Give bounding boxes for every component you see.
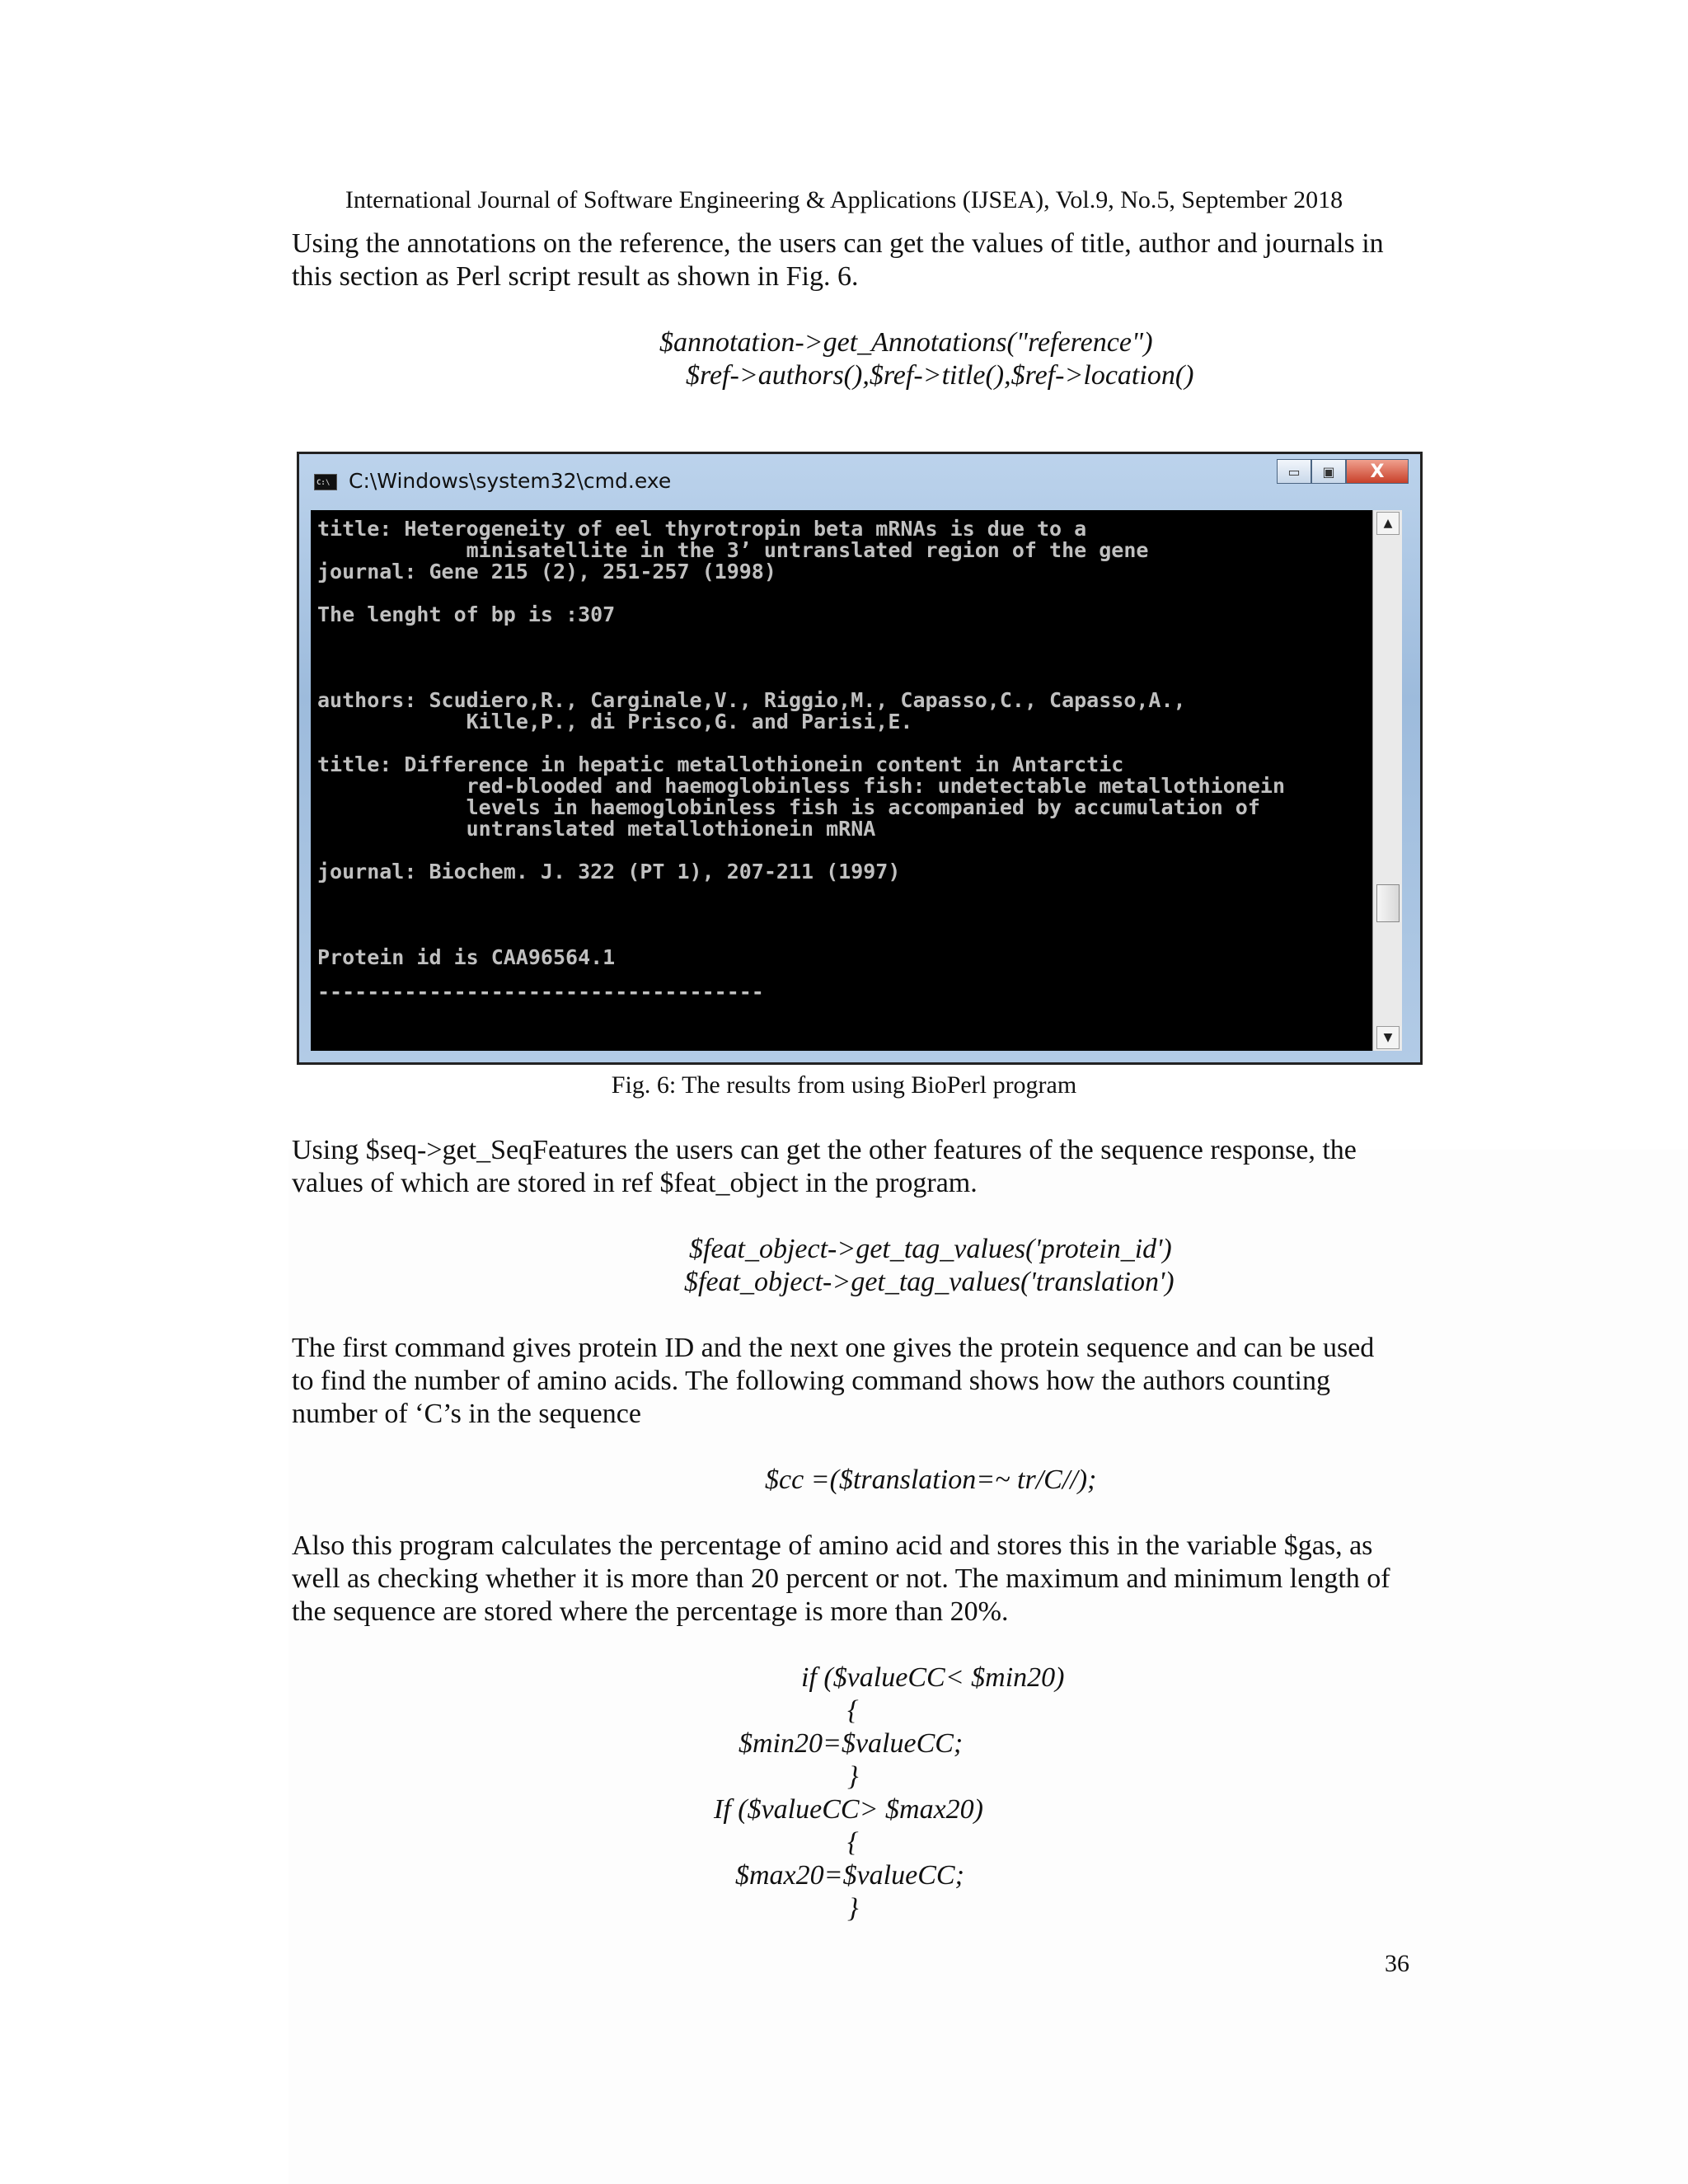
running-header: International Journal of Software Engineering & Applications (IJSEA), Vol.9, No.5, September 2018 xyxy=(345,186,1343,213)
vertical-scrollbar[interactable] xyxy=(1372,510,1402,1051)
console-line: Protein id is CAA96564.1 xyxy=(317,945,616,969)
scrollbar-thumb[interactable] xyxy=(1376,884,1400,922)
text-line: Also this program calculates the percentage of amino acid and stores this in the variable $gas, as xyxy=(292,1530,1373,1561)
text-line: values of which are stored in ref $feat_object in the program. xyxy=(292,1168,978,1198)
text-line: this section as Perl script result as shown in Fig. 6. xyxy=(292,261,859,292)
cmd-window xyxy=(297,452,1423,1065)
maximize-button[interactable]: ▣ xyxy=(1311,459,1346,484)
console-output[interactable] xyxy=(311,510,1372,1051)
cmd-icon: C:\ xyxy=(314,474,337,490)
console-line: Kille,P., di Prisco,G. and Parisi,E. xyxy=(317,710,913,733)
code-line: if ($valueCC< $min20) xyxy=(801,1662,1065,1693)
paragraph-annotations xyxy=(292,227,1414,293)
code-line: $annotation->get_Annotations("reference") xyxy=(659,327,1153,358)
code-line: } xyxy=(847,1893,859,1924)
code-line: $ref->authors(),$ref->title(),$ref->location() xyxy=(686,360,1194,391)
console-line: minisatellite in the 3’ untranslated region of the gene xyxy=(317,538,1149,562)
code-line: $feat_object->get_tag_values('translation') xyxy=(684,1267,1175,1297)
console-line: title: Heterogeneity of eel thyrotropin beta mRNAs is due to a xyxy=(317,517,1087,541)
paragraph-seqfeatures xyxy=(292,1134,1414,1200)
scroll-up-icon[interactable]: ▲ xyxy=(1376,512,1400,535)
console-line: red-blooded and haemoglobinless fish: undetectable metallothionein xyxy=(317,774,1285,798)
text-line: number of ‘C’s in the sequence xyxy=(292,1399,641,1429)
console-line: untranslated metallothionein mRNA xyxy=(317,817,876,841)
paragraph-first-command xyxy=(292,1332,1414,1431)
code-line: { xyxy=(847,1827,859,1858)
console-line: journal: Biochem. J. 322 (PT 1), 207-211 (1997) xyxy=(317,860,901,883)
code-line: $min20=$valueCC; xyxy=(738,1728,964,1759)
text-line: the sequence are stored where the percentage is more than 20%. xyxy=(292,1596,1009,1627)
code-line: $cc =($translation=~ tr/C//); xyxy=(765,1465,1097,1495)
console-line: levels in haemoglobinless fish is accompanied by accumulation of xyxy=(317,795,1260,819)
code-line: If ($valueCC> $max20) xyxy=(714,1794,983,1825)
text-line: to find the number of amino acids. The following command shows how the authors counting xyxy=(292,1366,1330,1396)
text-line: Using $seq->get_SeqFeatures the users can get the other features of the sequence response, the xyxy=(292,1135,1357,1165)
close-button[interactable]: X xyxy=(1346,459,1409,484)
paragraph-percentage xyxy=(292,1530,1414,1629)
scroll-down-icon[interactable]: ▼ xyxy=(1376,1026,1400,1049)
code-line: $feat_object->get_tag_values('protein_id') xyxy=(689,1234,1172,1264)
code-line: $max20=$valueCC; xyxy=(735,1860,964,1891)
minimize-button[interactable]: ▭ xyxy=(1277,459,1311,484)
console-line: ------------------------------------ xyxy=(317,980,764,1004)
window-title: C:\Windows\system32\cmd.exe xyxy=(349,469,672,493)
text-line: The first command gives protein ID and the next one gives the protein sequence and can be used xyxy=(292,1333,1375,1363)
console-line: authors: Scudiero,R., Carginale,V., Riggio,M., Capasso,C., Capasso,A., xyxy=(317,688,1186,712)
console-line: title: Difference in hepatic metallothionein content in Antarctic xyxy=(317,752,1124,776)
figure-caption: Fig. 6: The results from using BioPerl program xyxy=(611,1071,1077,1099)
code-line: { xyxy=(847,1695,859,1726)
window-title-bar[interactable] xyxy=(299,454,1420,509)
console-line: journal: Gene 215 (2), 251-257 (1998) xyxy=(317,560,776,583)
page-number: 36 xyxy=(1385,1950,1409,1977)
text-line: Using the annotations on the reference, the users can get the values of title, author and journals in xyxy=(292,228,1384,259)
code-line: } xyxy=(847,1761,859,1792)
window-controls xyxy=(1277,459,1409,487)
console-line: The lenght of bp is :307 xyxy=(317,602,616,626)
text-line: well as checking whether it is more than 20 percent or not. The maximum and minimum length of xyxy=(292,1563,1390,1594)
